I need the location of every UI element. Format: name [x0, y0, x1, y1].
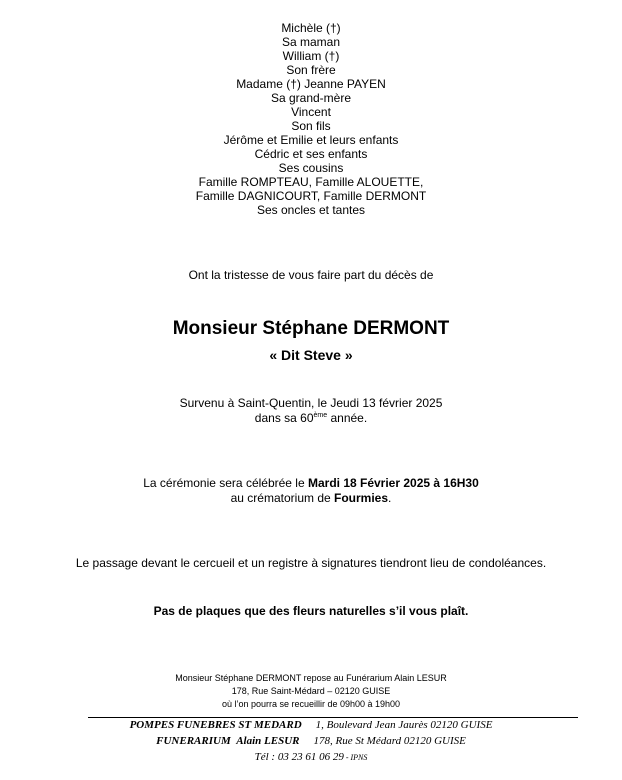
- repose-line-2: 178, Rue Saint-Médard – 02120 GUISE: [231, 686, 391, 696]
- family-line: Son frère: [286, 63, 336, 77]
- flowers-note: Pas de plaques que des fleurs naturelles s’il vous plaît.: [153, 604, 469, 618]
- repose-line-1: Monsieur Stéphane DERMONT repose au Funérarium Alain LESUR: [175, 673, 447, 683]
- family-line: Jérôme et Emilie et leurs enfants: [223, 133, 399, 147]
- deceased-alias: « Dit Steve »: [269, 347, 353, 363]
- family-line: Michèle (†): [281, 21, 341, 35]
- death-age: dans sa 60ème année.: [254, 411, 368, 425]
- footer-funeral-home: POMPES FUNEBRES ST MEDARD 1, Boulevard Jean Jaurès 02120 GUISE: [129, 719, 493, 731]
- family-line: Ses oncles et tantes: [256, 203, 366, 217]
- family-line: Ses cousins: [278, 161, 344, 175]
- ceremony-date: La cérémonie sera célébrée le Mardi 18 Février 2025 à 16H30: [143, 476, 479, 490]
- death-place-date: Survenu à Saint-Quentin, le Jeudi 13 février 2025: [179, 396, 443, 410]
- family-line: Son fils: [291, 119, 331, 133]
- family-line: Famille ROMPTEAU, Famille ALOUETTE,: [198, 175, 424, 189]
- ceremony-place-name: Fourmies: [334, 491, 389, 505]
- footer-divider: [88, 717, 578, 718]
- family-line: Vincent: [291, 105, 331, 119]
- ceremony-place: au crématorium de Fourmies.: [230, 491, 392, 505]
- family-line: Sa grand-mère: [270, 91, 352, 105]
- family-line: Sa maman: [281, 35, 341, 49]
- family-line: Cédric et ses enfants: [254, 147, 368, 161]
- condolences-text: Le passage devant le cercueil et un registre à signatures tiendront lieu de condoléances.: [75, 556, 547, 570]
- family-line: Madame (†) Jeanne PAYEN: [236, 77, 386, 91]
- footer-funerarium: FUNERARIUM Alain LESUR 178, Rue St Médard 02120 GUISE: [156, 735, 466, 747]
- ceremony-datetime: Mardi 18 Février 2025 à 16H30: [307, 476, 479, 490]
- footer-phone: Tél : 03 23 61 06 29 - IPNS: [254, 751, 368, 763]
- repose-line-3: où l’on pourra se recueillir de 09h00 à 19h00: [221, 699, 401, 709]
- family-line: Famille DAGNICOURT, Famille DERMONT: [195, 189, 427, 203]
- family-line: William (†): [282, 49, 340, 63]
- announcement-text: Ont la tristesse de vous faire part du décès de: [188, 268, 434, 282]
- deceased-name: Monsieur Stéphane DERMONT: [172, 318, 450, 339]
